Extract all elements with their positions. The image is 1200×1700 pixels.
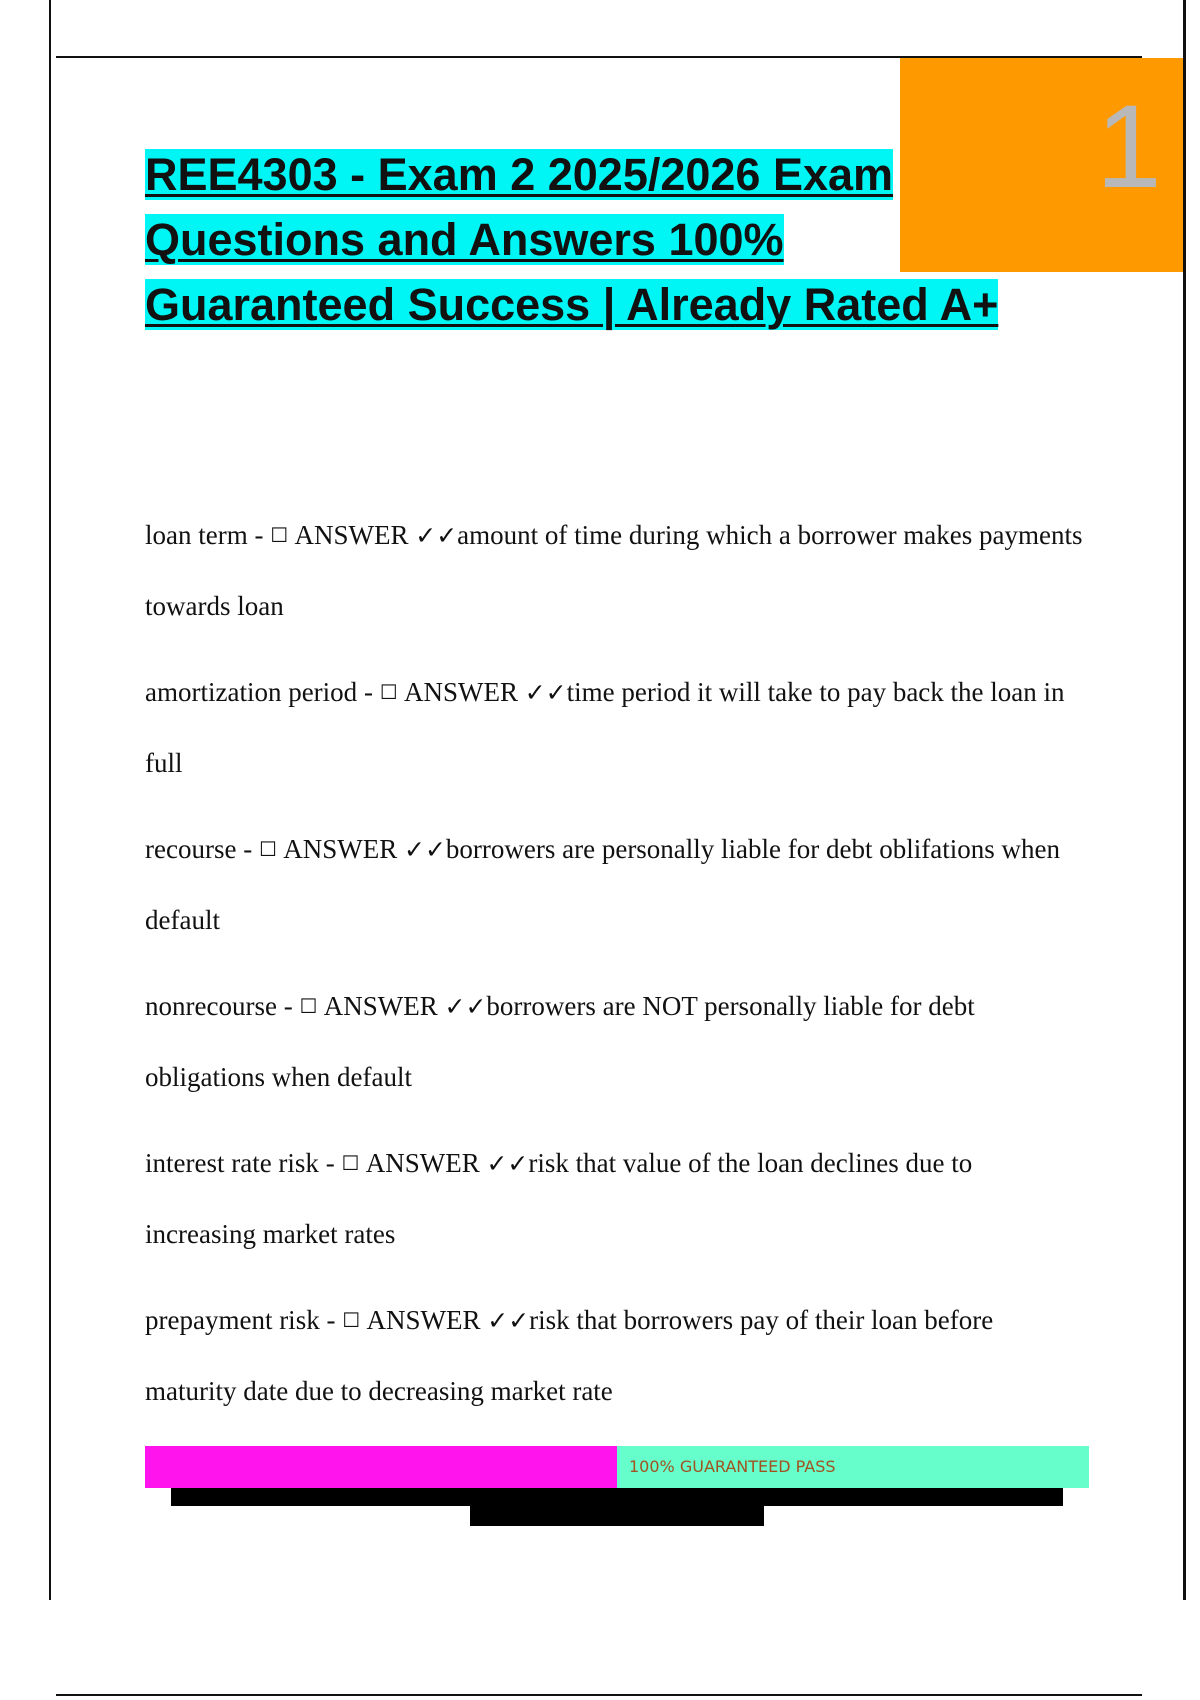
answer-marker-icon: ☐: [379, 680, 404, 704]
answer-label: ANSWER: [403, 677, 525, 707]
double-check-icon: ✓✓: [444, 992, 487, 1021]
answer-marker-icon: ☐: [258, 837, 284, 861]
qa-definition: risk that value of the loan declines due to increasing market rates: [145, 1148, 973, 1249]
qa-term: interest rate risk: [145, 1148, 319, 1178]
qa-definition: borrowers are personally liable for debt oblifations when default: [145, 834, 1060, 935]
footer-bar-wide: [171, 1488, 1063, 1506]
qa-item: [145, 657, 1085, 799]
answer-label: ANSWER: [365, 1148, 487, 1178]
qa-term: amortization period: [145, 677, 358, 707]
qa-list: [145, 500, 1085, 1442]
qa-definition: amount of time during which a borrower makes payments towards loan: [145, 520, 1083, 621]
answer-label: ANSWER: [283, 834, 404, 864]
qa-separator: -: [283, 991, 300, 1021]
answer-marker-icon: ☐: [299, 994, 324, 1018]
title-line-2: Questions and Answers 100%: [145, 214, 784, 265]
answer-marker-icon: ☐: [342, 1308, 367, 1332]
document-title: [145, 142, 1095, 337]
page-border-left: [49, 0, 51, 1600]
qa-definition: risk that borrowers pay of their loan before maturity date due to decreasing market rate: [145, 1305, 994, 1406]
qa-separator: -: [254, 520, 271, 550]
double-check-icon: ✓✓: [415, 521, 458, 550]
qa-term: prepayment risk: [145, 1305, 320, 1335]
answer-label: ANSWER: [323, 991, 445, 1021]
qa-separator: -: [326, 1305, 343, 1335]
qa-item: [145, 1285, 1085, 1427]
qa-item: [145, 971, 1085, 1113]
qa-separator: -: [363, 677, 380, 707]
qa-separator: -: [243, 834, 259, 864]
qa-definition: time period it will take to pay back the loan in full: [145, 677, 1065, 778]
qa-term: nonrecourse: [145, 991, 277, 1021]
qa-term: recourse: [145, 834, 237, 864]
answer-marker-icon: ☐: [341, 1151, 366, 1175]
footer-rule: [56, 1694, 1142, 1696]
qa-separator: -: [325, 1148, 342, 1178]
answer-label: ANSWER: [294, 520, 416, 550]
title-line-1: REE4303 - Exam 2 2025/2026 Exam: [145, 149, 894, 200]
title-line-3: Guaranteed Success | Already Rated A+: [145, 279, 999, 330]
qa-term: loan term: [145, 520, 248, 550]
guarantee-banner-text: 100% GUARANTEED PASS: [629, 1457, 836, 1476]
qa-definition: borrowers are NOT personally liable for debt obligations when default: [145, 991, 975, 1092]
answer-marker-icon: ☐: [270, 523, 295, 547]
double-check-icon: ✓✓: [487, 1306, 530, 1335]
double-check-icon: ✓✓: [524, 678, 567, 707]
qa-item: [145, 500, 1085, 642]
qa-item: [145, 1128, 1085, 1270]
qa-item: [145, 814, 1085, 956]
double-check-icon: ✓✓: [486, 1149, 529, 1178]
page-border-right: [1183, 0, 1186, 1600]
footer-bar-narrow: [470, 1506, 764, 1526]
page-number: 1: [1096, 81, 1162, 213]
answer-label: ANSWER: [366, 1305, 488, 1335]
guarantee-banner: [617, 1446, 1089, 1488]
double-check-icon: ✓✓: [404, 835, 446, 864]
banner-pink-segment: [145, 1446, 617, 1488]
